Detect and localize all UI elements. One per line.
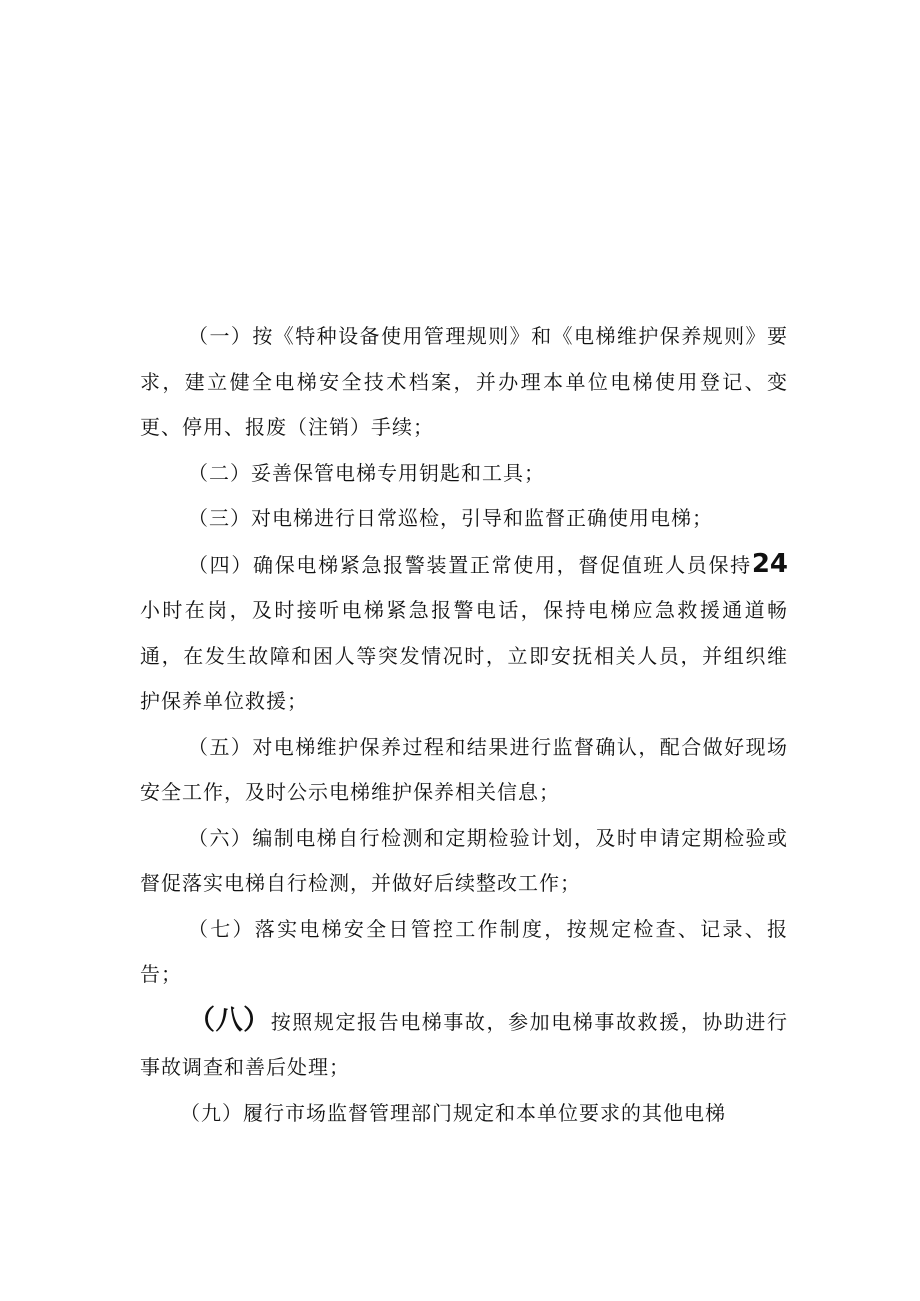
paragraph-8-text: 按照规定报告电梯事故，参加电梯事故救援，协助进行事故调查和善后处理； — [140, 1009, 789, 1079]
document-body — [140, 314, 788, 1136]
paragraph-8 — [140, 998, 788, 1091]
paragraph-9: （九）履行市场监督管理部门规定和本单位要求的其他电梯 — [180, 1100, 726, 1125]
paragraph-8-marker: （八） — [188, 1004, 271, 1036]
paragraph-4 — [140, 542, 788, 725]
paragraph-5: （五）对电梯维护保养过程和结果进行监督确认，配合做好现场安全工作，及时公示电梯维护保养相关信息； — [140, 734, 788, 804]
paragraph-3: （三）对电梯进行日常巡检，引导和监督正确使用电梯； — [188, 506, 713, 530]
paragraph-2: （二）妥善保管电梯专用钥匙和工具； — [188, 460, 545, 485]
paragraph-1: （一）按《特种设备使用管理规则》和《电梯维护保养规则》要求，建立健全电梯安全技术档案，并办理本单位电梯使用登记、变更、停用、报废（注销）手续； — [140, 324, 788, 439]
hours-number: 24 — [751, 548, 788, 579]
paragraph-4-lead: （四）确保电梯紧急报警装置正常使用，督促值班人员保持 — [188, 552, 752, 577]
paragraph-6: （六）编制电梯自行检测和定期检验计划，及时申请定期检验或督促落实电梯自行检测，并做好后续整改工作； — [140, 825, 788, 895]
paragraph-7: （七）落实电梯安全日管控工作制度，按规定检查、记录、报告； — [140, 916, 788, 986]
paragraph-4-rest: 小时在岗，及时接听电梯紧急报警电话，保持电梯应急救援通道畅通，在发生故障和困人等突发情况时，立即安抚相关人员，并组织维护保养单位救援； — [140, 598, 788, 713]
